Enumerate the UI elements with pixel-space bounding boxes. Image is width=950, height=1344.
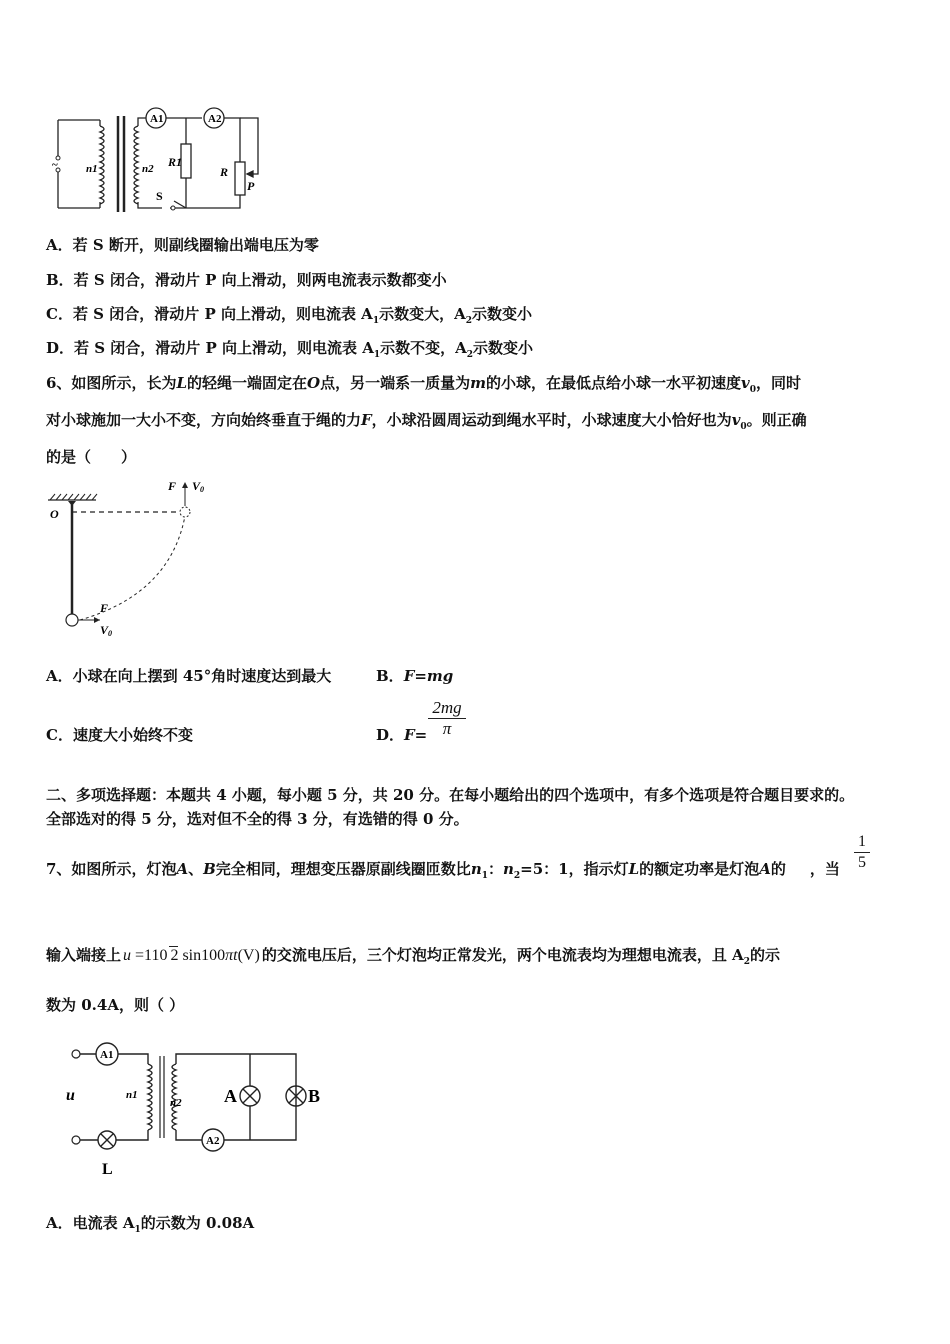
q7-one-fifth-fraction: 1 5 [854,832,870,873]
q6-stem-line3: 的是（ ） [46,448,137,466]
velocity-v0-bottom-label: V0 [100,623,113,638]
velocity-v0-top-label: V0 [192,479,205,494]
switch-s-label: S [156,189,163,203]
q7-stem-line3: 数为 0.4A，则（ ） [46,996,185,1014]
section2-heading-line1: 二、多项选择题：本题共 4 小题，每小题 5 分，共 20 分。在每小题给出的四个选项中，有多个选项是符合题目要求的。 [46,786,855,804]
q6-option-b: B．F=mg [376,667,454,685]
ammeter-a2-label: A2 [206,1135,220,1147]
r-label: R [220,165,229,179]
q5-option-a: A．若 S 断开，则副线圈输出端电压为零 [46,236,319,254]
q5-transformer-circuit-figure [50,100,280,218]
q6-pendulum-figure [40,474,220,644]
q7-transformer-lamps-figure [60,1040,340,1180]
q5-option-c: C．若 S 闭合，滑动片 P 向上滑动，则电流表 $A_1$示数变大，$A_2$示数变小 [46,305,532,326]
n2-label: n2 [170,1097,182,1109]
ammeter-a1-label: A1 [150,113,164,125]
ac-source-symbol: ~ [52,159,58,171]
ammeter-a2-label: A2 [208,113,222,125]
q6-stem-line2: 对小球施加一大小不变，方向始终垂直于绳的力F，小球沿圆周运动到绳水平时，小球速度大小恰好也为$v_0$。则正确 [46,411,807,432]
lamp-b-label: B [308,1086,321,1106]
lamp-a-label: A [224,1086,237,1106]
q7-option-a: A．电流表 $A_1$的示数为 0.08A [46,1214,255,1235]
force-f-bottom-label: F [100,601,109,615]
q6-option-d-fraction: 2mg π [428,698,466,739]
force-f-top-label: F [168,479,177,493]
q5-option-d: D．若 S 闭合，滑动片 P 向上滑动，则电流表 $A_1$示数不变，$A_2$示数变小 [46,339,534,360]
section2-heading-line2: 全部选对的得 5 分，选对但不全的得 3 分，有选错的得 0 分。 [46,810,469,828]
q6-option-d: D．F= [376,726,428,744]
q7-stem-line1: 7、如图所示，灯泡A、B完全相同，理想变压器原副线圈匝数比$n_1$：$n_2=5$：1，指示灯L的额定功率是灯泡A的 ，当 [46,860,840,881]
pivot-o-label: O [50,507,59,521]
q7-stem-line2: 输入端接上 u =110 2 sin100πt(V) 的交流电压后，三个灯泡均正常发光，两个电流表均为理想电流表，且 $A_2$的示 [46,946,780,967]
input-u-label: u [66,1087,75,1104]
r1-label: R1 [168,155,183,169]
n2-label: n2 [142,163,154,175]
lamp-l-label: L [102,1161,113,1178]
n1-label: n1 [126,1089,138,1101]
q5-option-b: B．若 S 闭合，滑动片 P 向上滑动，则两电流表示数都变小 [46,271,447,289]
p-label: P [247,179,255,193]
ammeter-a1-label: A1 [100,1049,114,1061]
q6-option-c: C．速度大小始终不变 [46,726,193,744]
n1-label: n1 [86,163,98,175]
q6-stem-line1: 6、如图所示，长为L的轻绳一端固定在O点，另一端系一质量为m的小球，在最低点给小球一水平初速度$v_0$，同时 [46,374,801,395]
q6-option-a: A．小球在向上摆到 45°角时速度达到最大 [46,667,332,685]
